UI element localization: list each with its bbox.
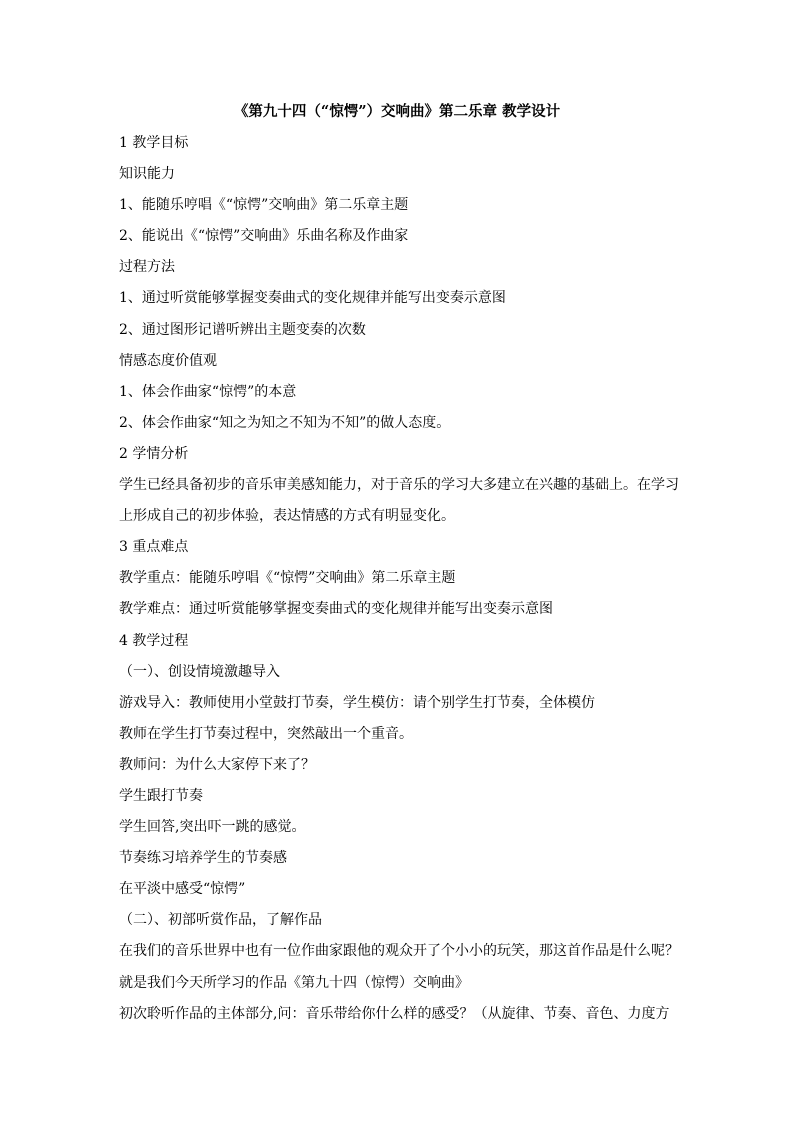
paragraph-line: 1、体会作曲家“惊愕”的本意 — [119, 383, 297, 400]
paragraph-line: 教学重点：能随乐哼唱《“惊愕”交响曲》第二乐章主题 — [119, 570, 456, 587]
paragraph-line: 教师在学生打节奏过程中，突然敲出一个重音。 — [119, 725, 413, 742]
paragraph-line: 就是我们今天所学习的作品《第九十四（惊愕）交响曲》 — [119, 974, 469, 991]
paragraph-line: 2、体会作曲家“知之为知之不知为不知”的做人态度。 — [119, 414, 451, 431]
paragraph-line: 在我们的音乐世界中也有一位作曲家跟他的观众开了个小小的玩笑，那这首作品是什么呢？ — [119, 943, 679, 960]
paragraph-line: 1、能随乐哼唱《“惊愕”交响曲》第二乐章主题 — [119, 197, 409, 214]
section-heading-objectives: 1 教学目标 — [119, 135, 189, 151]
paragraph-line: 教师问：为什么大家停下来了？ — [119, 756, 315, 773]
paragraph-line: 上形成自己的初步体验，表达情感的方式有明显变化。 — [119, 508, 455, 525]
paragraph-line: 学生跟打节奏 — [119, 787, 203, 804]
document-title: 《第九十四（“惊愕”）交响曲》第二乐章 教学设计 — [233, 103, 561, 120]
subheading-step-one: （一）、创设情境激趣导入 — [119, 663, 280, 680]
subheading-knowledge: 知识能力 — [119, 166, 175, 183]
paragraph-line: 教学难点：通过听赏能够掌握变奏曲式的变化规律并能写出变奏示意图 — [119, 601, 553, 618]
subheading-process: 过程方法 — [119, 259, 175, 276]
paragraph-line: 初次聆听作品的主体部分,问：音乐带给你什么样的感受？（从旋律、节奏、音色、力度方 — [119, 1005, 670, 1022]
paragraph-line: 2、能说出《“惊愕”交响曲》乐曲名称及作曲家 — [119, 228, 409, 245]
paragraph-line: 节奏练习培养学生的节奏感 — [119, 850, 287, 867]
section-heading-key-points: 3 重点难点 — [119, 539, 189, 556]
document-body — [119, 133, 679, 1035]
section-heading-process: 4 教学过程 — [119, 632, 189, 649]
paragraph-line: 学生已经具备初步的音乐审美感知能力，对于音乐的学习大多建立在兴趣的基础上。在学习 — [119, 477, 679, 494]
paragraph-line: 游戏导入：教师使用小堂鼓打节奏，学生模仿：请个别学生打节奏，全体模仿 — [119, 694, 595, 711]
subheading-step-two: （二）、初部听赏作品，了解作品 — [119, 912, 322, 929]
paragraph-line: 1、通过听赏能够掌握变奏曲式的变化规律并能写出变奏示意图 — [119, 290, 506, 307]
paragraph-line: 在平淡中感受“惊愕” — [119, 881, 246, 898]
paragraph-line: 2、通过图形记谱听辨出主题变奏的次数 — [119, 321, 366, 338]
paragraph-line: 学生回答,突出吓一跳的感觉。 — [119, 819, 306, 836]
section-heading-analysis: 2 学情分析 — [119, 445, 189, 462]
subheading-attitude: 情感态度价值观 — [119, 352, 217, 369]
